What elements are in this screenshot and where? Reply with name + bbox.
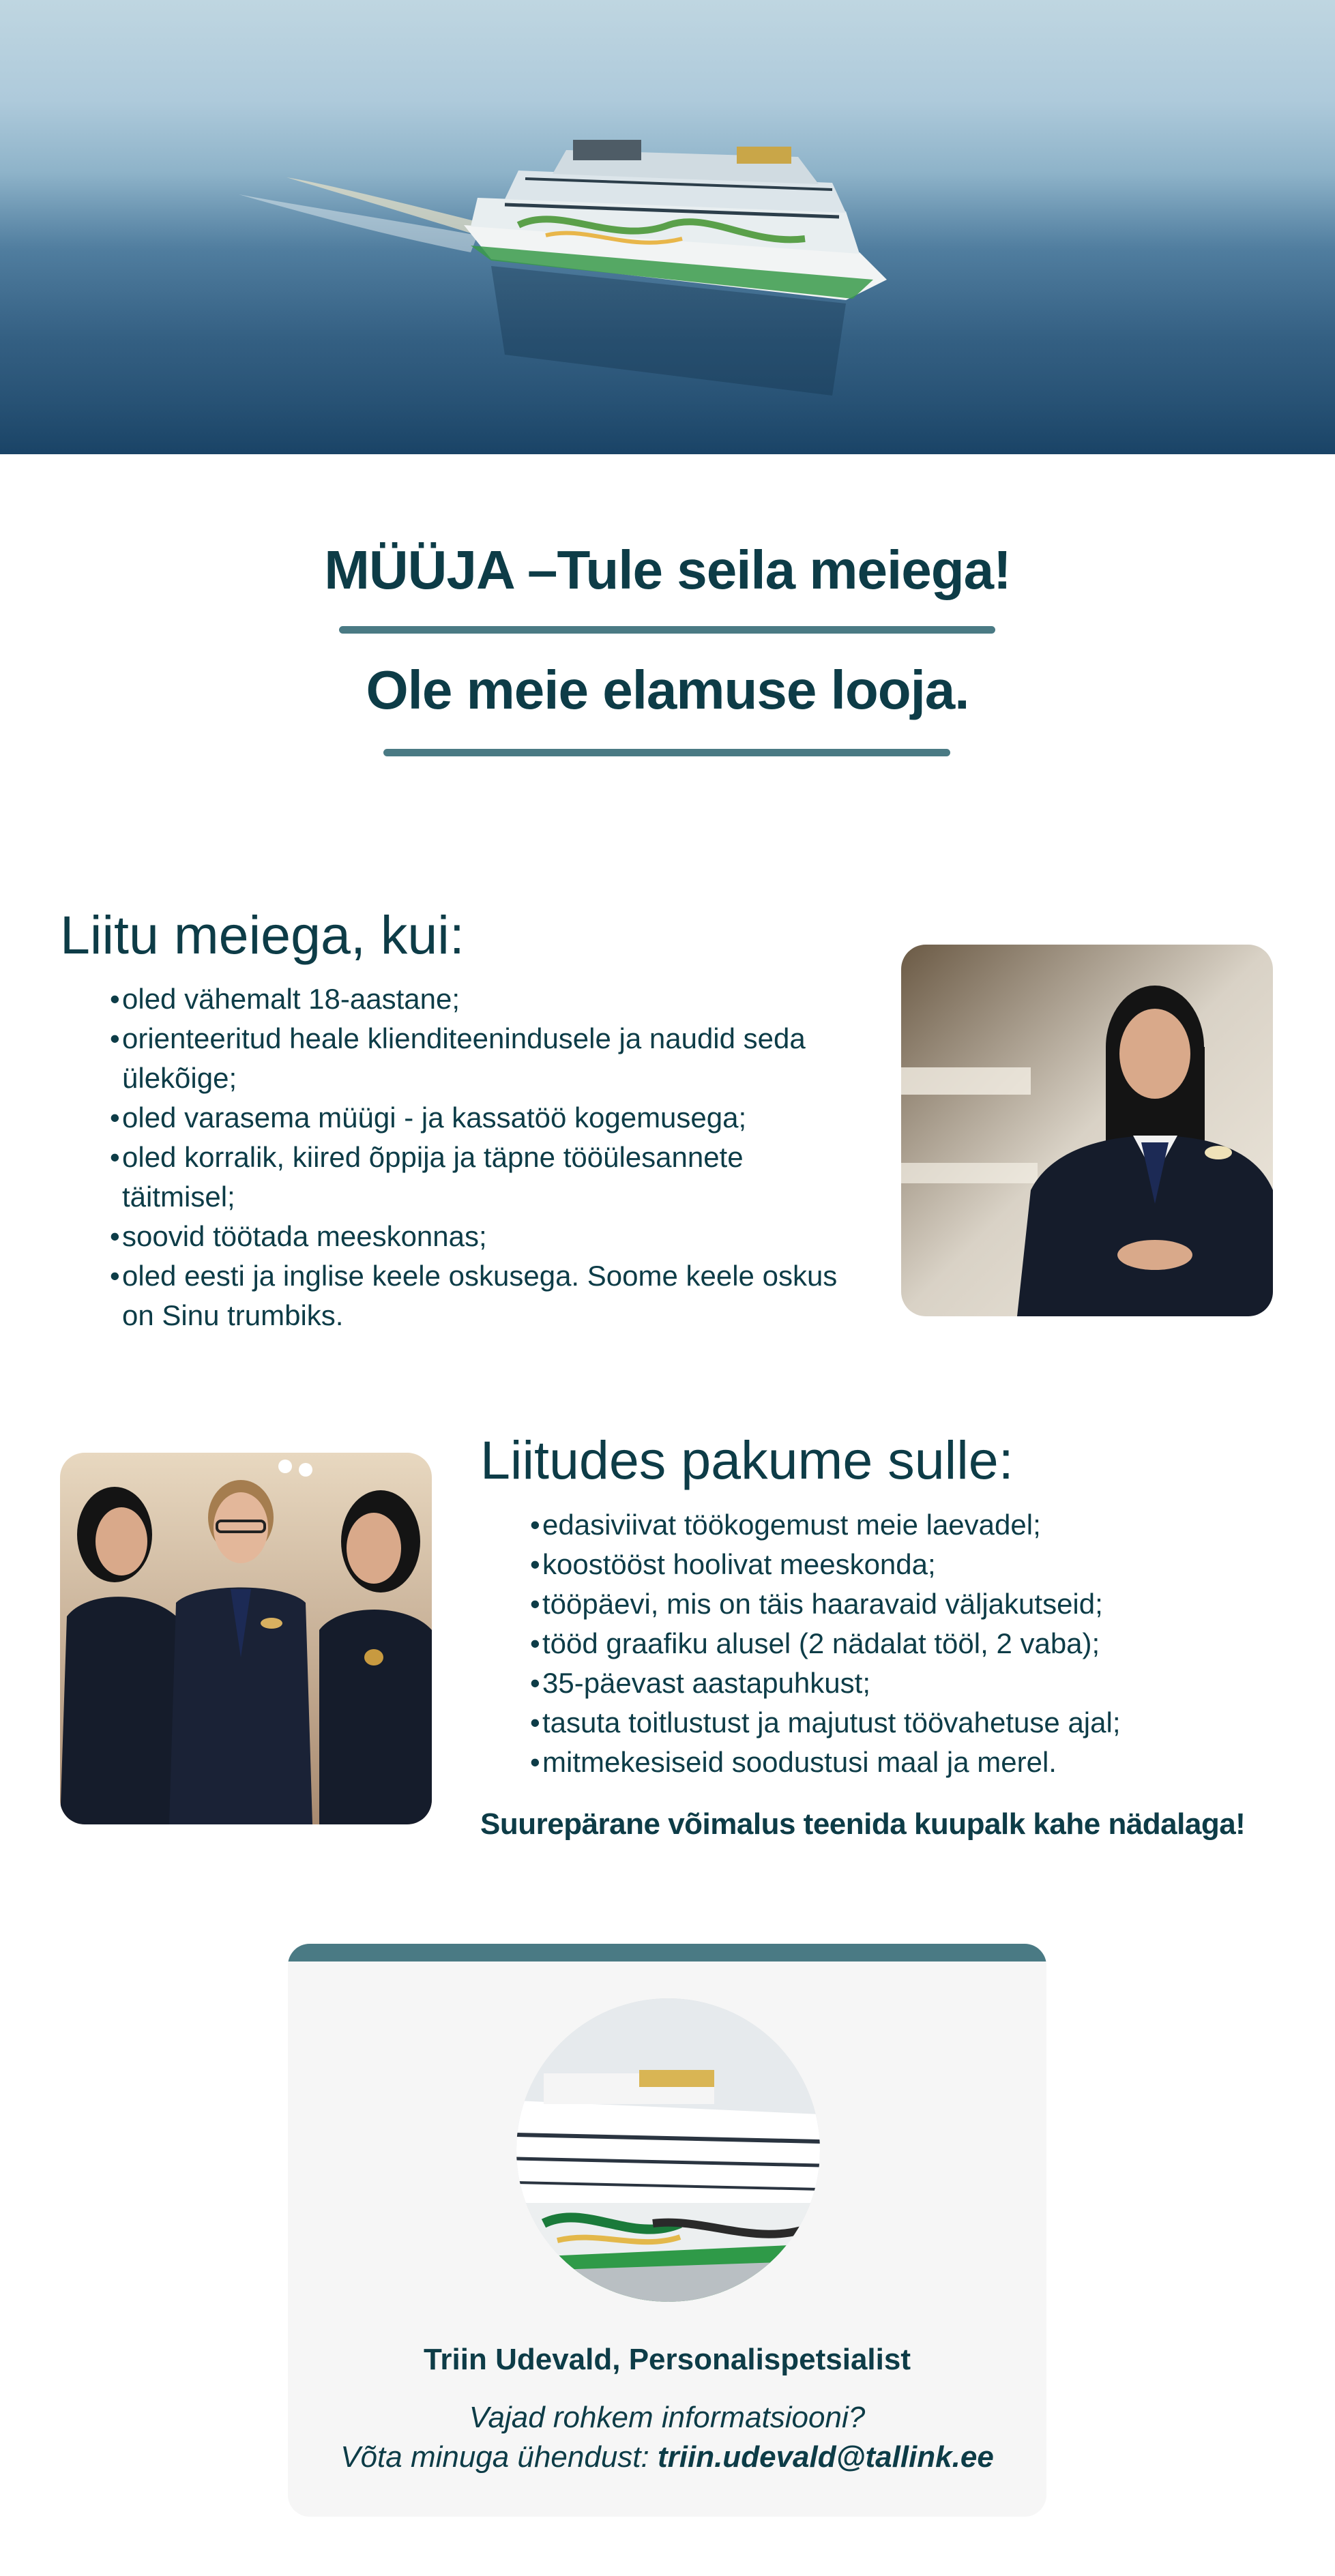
requirements-list [110, 979, 860, 1335]
contact-card [288, 1944, 1046, 2517]
requirements-heading: Liitu meiega, kui: [60, 904, 465, 965]
list-item: • soovid töötada meeskonnas; [110, 1217, 860, 1256]
list-item: • oled varasema müügi - ja kassatöö kogemusega; [110, 1098, 860, 1138]
list-item: • edasiviivat töökogemust meie laevadel; [530, 1505, 1280, 1545]
list-item: • orienteeritud heale klienditeenindusele ja naudid seda ülekõige; [110, 1019, 860, 1098]
hero-banner [0, 0, 1335, 454]
list-item: • tööd graafiku alusel (2 nädalat tööl, 2 vaba); [530, 1624, 1280, 1663]
contact-question: Vajad rohkem informatsiooni? [469, 2401, 866, 2434]
ferry-circle-photo [516, 1998, 820, 2302]
list-item: • koostööst hoolivat meeskonda; [530, 1545, 1280, 1584]
list-item: • tasuta toitlustust ja majutust töövahetuse ajal; [530, 1703, 1280, 1743]
contact-prompt: Võta minuga ühendust: [340, 2440, 658, 2474]
crew-member-photo [901, 945, 1273, 1316]
list-item: • tööpäevi, mis on täis haaravaid väljakutseid; [530, 1584, 1280, 1624]
salary-highlight: Suurepärane võimalus teenida kuupalk kahe nädalaga! [480, 1807, 1246, 1841]
page-title: MÜÜJA –Tule seila meiega! [324, 539, 1011, 600]
list-item: • oled eesti ja inglise keele oskusega. Soome keele oskus on Sinu trumbiks. [110, 1256, 860, 1335]
card-top-bar [288, 1944, 1046, 1961]
offer-list [530, 1505, 1280, 1782]
offer-heading: Liitudes pakume sulle: [480, 1430, 1014, 1490]
title-underline [339, 626, 995, 634]
page-subtitle: Ole meie elamuse looja. [366, 660, 969, 720]
list-item: • oled vähemalt 18-aastane; [110, 979, 860, 1019]
ferry-photo [0, 0, 1335, 454]
list-item: • mitmekesiseid soodustusi maal ja merel. [530, 1743, 1280, 1782]
contact-prompt-line [288, 2440, 1046, 2474]
subtitle-underline [383, 749, 950, 756]
contact-email-link[interactable]: triin.udevald@tallink.ee [657, 2440, 994, 2474]
list-item: • oled korralik, kiired õppija ja täpne tööülesannete täitmisel; [110, 1138, 860, 1217]
crew-team-photo [60, 1453, 432, 1824]
contact-name: Triin Udevald, Personalispetsialist [423, 2343, 911, 2376]
list-item: • 35-päevast aastapuhkust; [530, 1663, 1280, 1703]
